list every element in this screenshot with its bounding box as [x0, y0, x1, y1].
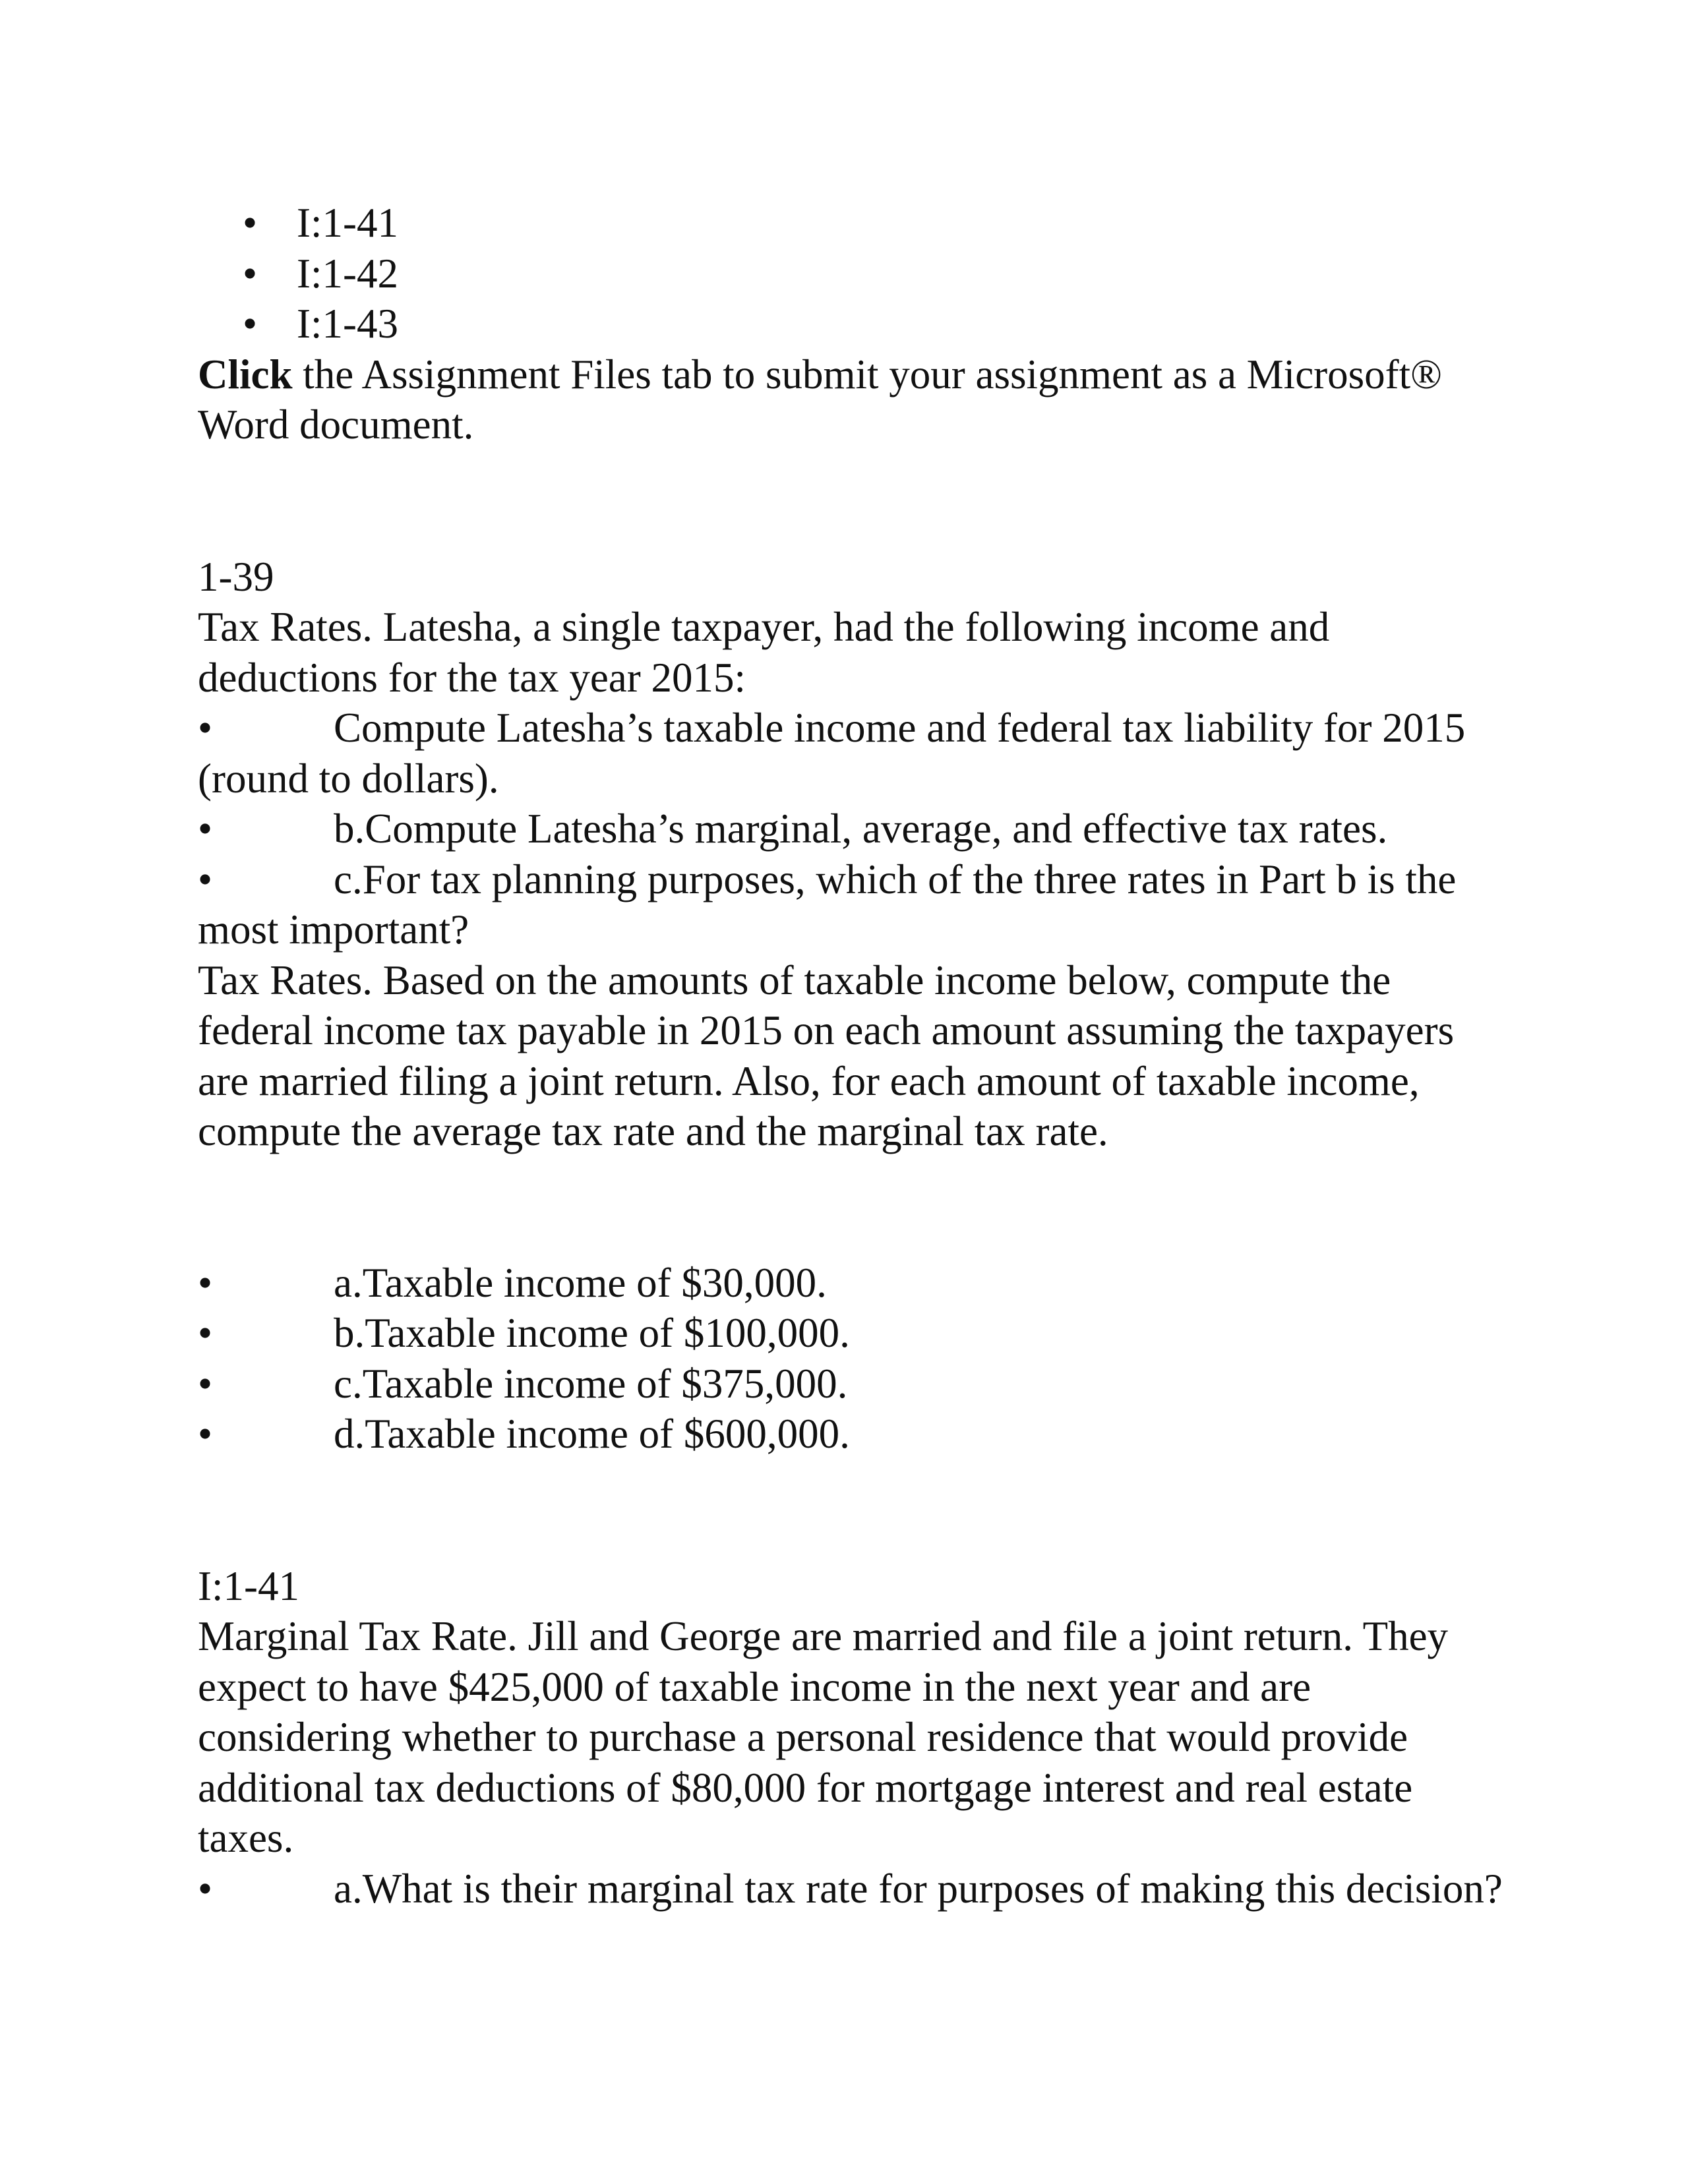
list-item-label: I:1-43: [297, 301, 398, 347]
submission-instructions: [198, 349, 1503, 450]
list-item: [198, 804, 1503, 854]
list-item: [198, 1409, 1503, 1460]
taxable-income-list: [198, 1258, 1503, 1460]
problem-number: 1-39: [198, 553, 274, 600]
list-item-text: Compute Latesha’s taxable income and federal tax liability for 2015 (round to dollars).: [198, 705, 1466, 802]
blank-space: [198, 450, 1503, 552]
problem-second-intro: Tax Rates. Based on the amounts of taxable income below, compute the federal income tax payable in 2015 on each amount assuming the taxpayers are married filing a joint return. Also, for each amount of taxable income, compute the average tax rate and the marginal tax rate.: [198, 957, 1455, 1154]
bullet-icon: •: [198, 1360, 213, 1407]
document-content: [198, 198, 1503, 1914]
list-item-text: c.For tax planning purposes, which of the three rates in Part b is the most important?: [198, 856, 1457, 953]
bullet-icon: •: [198, 705, 213, 751]
list-item-text: b.Taxable income of $100,000.: [334, 1310, 850, 1356]
list-item-text: a.What is their marginal tax rate for purposes of making this decision?: [334, 1865, 1503, 1912]
list-item: [243, 249, 1503, 299]
list-item: [198, 854, 1503, 955]
list-item: [198, 1864, 1503, 1914]
blank-space: [198, 1460, 1503, 1561]
bullet-icon: •: [198, 856, 213, 902]
problem-number: I:1-41: [198, 1562, 299, 1609]
list-item: [198, 1308, 1503, 1359]
list-item: [198, 1258, 1503, 1309]
problem-intro: Marginal Tax Rate. Jill and George are married and file a joint return. They expect to have $425,000 of taxable income in the next year and are considering whether to purchase a personal residence that would provide additional tax deductions of $80,000 for mortgage interest and real estate taxes.: [198, 1613, 1449, 1861]
list-item-label: I:1-41: [297, 200, 398, 246]
list-item: [198, 1359, 1503, 1409]
bullet-icon: •: [243, 250, 258, 297]
bullet-icon: •: [243, 301, 258, 347]
blank-space: [198, 1157, 1503, 1258]
list-item: [243, 299, 1503, 349]
assignment-problem-list: [198, 198, 1503, 349]
list-item: [198, 703, 1503, 804]
list-item-text: c.Taxable income of $375,000.: [334, 1360, 848, 1407]
bullet-icon: •: [198, 1411, 213, 1457]
click-emphasis: Click: [198, 351, 293, 398]
bullet-icon: •: [198, 1259, 213, 1306]
list-item-text: b.Compute Latesha’s marginal, average, and effective tax rates.: [334, 806, 1388, 852]
instructions-text: the Assignment Files tab to submit your assignment as a Microsoft® Word document.: [198, 351, 1442, 448]
list-item: [243, 198, 1503, 249]
problem-intro: Tax Rates. Latesha, a single taxpayer, had the following income and deductions for the tax year 2015:: [198, 604, 1330, 701]
list-item-text: a.Taxable income of $30,000.: [334, 1259, 827, 1306]
list-item-label: I:1-42: [297, 250, 398, 297]
bullet-icon: •: [198, 1310, 213, 1356]
bullet-icon: •: [243, 200, 258, 246]
bullet-icon: •: [198, 1865, 213, 1912]
bullet-icon: •: [198, 806, 213, 852]
list-item-text: d.Taxable income of $600,000.: [334, 1411, 850, 1457]
